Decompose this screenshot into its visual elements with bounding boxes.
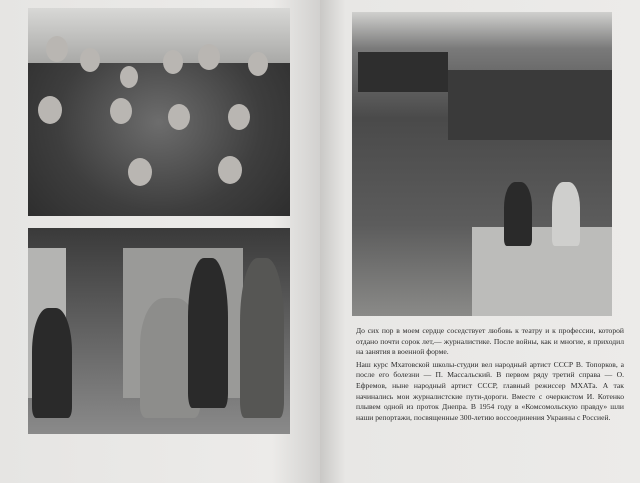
tugboat bbox=[358, 52, 448, 92]
photo-student-group bbox=[28, 8, 290, 216]
person-head bbox=[168, 104, 190, 130]
person-head bbox=[163, 50, 183, 74]
photo-river-boats bbox=[352, 12, 612, 316]
motorboat bbox=[472, 227, 612, 316]
person-head bbox=[218, 156, 242, 184]
right-page bbox=[320, 0, 640, 483]
person-head bbox=[46, 36, 68, 62]
caption-text bbox=[356, 326, 624, 425]
person-head bbox=[120, 66, 138, 88]
journalist-figure bbox=[552, 182, 580, 246]
person-head bbox=[80, 48, 100, 72]
person-head bbox=[228, 104, 250, 130]
standing-actor-figure bbox=[240, 258, 284, 418]
caption-paragraph: До сих пор в моем сердце соседствует любовь к театру и к профессии, которой отдано почти сорок лет,— журналистике. После войны, как и многие, я приходил на занятия в военной форме. bbox=[356, 326, 624, 357]
person-head bbox=[128, 158, 152, 186]
person-head bbox=[38, 96, 62, 124]
person-head bbox=[198, 44, 220, 70]
journalist-figure bbox=[504, 182, 532, 246]
person-head bbox=[248, 52, 268, 76]
actress-figure bbox=[32, 308, 72, 418]
photo-stage-rehearsal bbox=[28, 228, 290, 434]
standing-actor-figure bbox=[188, 258, 228, 408]
caption-paragraph: Наш курс Мхатовской школы-студии вел народный артист СССР В. Топорков, а после его болезни — П. Массальский. В первом ряду третий справа — О. Ефремов, ныне народный артист СССР, главный режиссер МХАТа. А так начинались мои журналистские пути-дороги. Вместе с очеркистом И. Котенко плывем одной из проток Днепра. В 1954 году в «Комсомольскую правду» шли наши репортажи, посвященные 300-летию воссоединения Украины с Россией. bbox=[356, 359, 624, 422]
person-head bbox=[110, 98, 132, 124]
barge bbox=[448, 70, 612, 140]
